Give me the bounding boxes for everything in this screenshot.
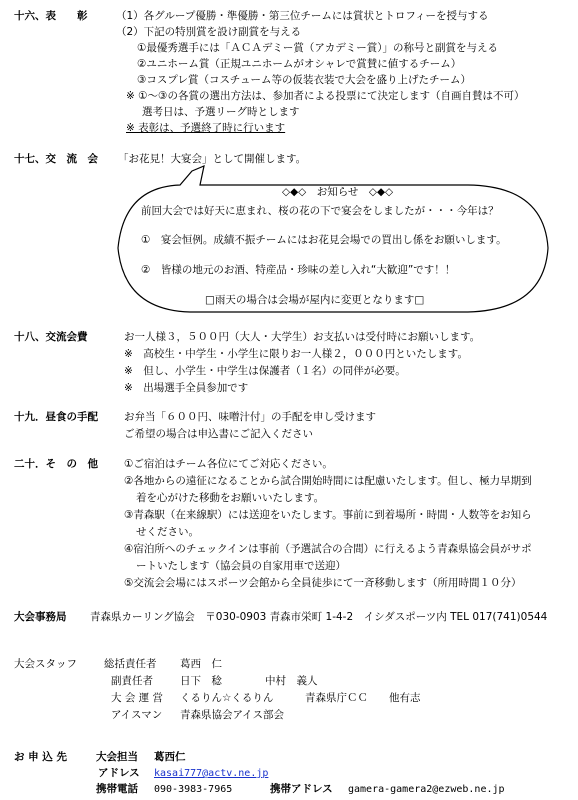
section-20-heading: 二十．そ の 他 (14, 458, 98, 470)
staff-role-2: 副責任者 (111, 675, 153, 687)
other-line-3: 着を心がけた移動をお願いいたします。 (136, 492, 325, 504)
fee-line-2: ※ 高校生・中学生・小学生に限りお一人様２，０００円といたします。 (124, 348, 468, 360)
apply-label: お 申 込 先 (14, 751, 67, 763)
other-line-4: ③青森駅（在来線駅）には送迎をいたします。事前に到着場所・時間・人数等をお知ら (124, 509, 532, 521)
apply-address-label: アドレス (98, 767, 140, 779)
award-line-4: ②ユニホーム賞（正規ユニホームがオシャレで賞賛に値するチーム） (137, 58, 462, 70)
other-line-1: ①ご宿泊はチーム各位にてご対応ください。 (124, 458, 333, 470)
notice-title: ◇◆◇ お知らせ ◇◆◇ (282, 186, 394, 198)
apply-phone-label: 携帯電話 (96, 783, 138, 795)
apply-mobile-address: gamera-gamera2@ezweb.ne.jp (348, 784, 505, 795)
other-line-8: ⑤交流会会場にはスポーツ会館から全員徒歩にて一斉移動します（所用時間１０分） (124, 577, 522, 589)
other-line-7: ートいたします（協会員の自家用車で送迎） (136, 560, 346, 572)
award-note-1: ※ ①〜③の各賞の選出方法は、参加者による投票にて決定します（自画自賛は不可） (126, 90, 525, 102)
staff-name-2: 日下 稔 (180, 675, 222, 687)
lunch-line-2: ご希望の場合は申込書にご記入ください (124, 428, 313, 440)
staff-name-3b: 青森県庁ＣＣ 他有志 (305, 692, 421, 704)
notice-rain: □雨天の場合は会場が屋内に変更となります□ (205, 294, 425, 306)
staff-role-4: アイスマン (111, 709, 163, 721)
award-line-3: ①最優秀選手には「ＡＣＡデミー賞（アカデミー賞）」の称号と副賞を与える (137, 42, 499, 54)
other-line-2: ②各地からの遠征になることから試合開始時間には配慮いたします。但し、極力早期到 (124, 475, 532, 487)
staff-name-4: 青森県協会アイス部会 (180, 709, 284, 721)
party-title: 「お花見！大宴会」として開催します。 (118, 153, 307, 165)
fee-line-4: ※ 出場選手全員参加です (124, 382, 249, 394)
other-line-6: ④宿泊所へのチェックインは事前（予選試合の合間）に行えるよう青森県協会員がサポ (124, 543, 532, 555)
award-line-5: ③コスプレ賞（コスチューム等の仮装衣装で大会を盛り上げたチーム） (137, 74, 471, 86)
staff-role-3: 大 会 運 営 (111, 692, 164, 704)
staff-label: 大会スタッフ (14, 658, 77, 670)
office-label: 大会事務局 (14, 611, 67, 623)
apply-mobile-label: 携帯アドレス (270, 783, 333, 795)
staff-name-3: くるりん☆くるりん (180, 692, 274, 704)
lunch-line-1: お弁当「６００円、味噌汁付」の手配を申し受けます (124, 411, 376, 423)
notice-intro: 前回大会では好天に恵まれ、桜の花の下で宴会をしましたが・・・今年は？ (141, 205, 499, 217)
notice-item-2: ② 皆様の地元のお酒、特産品・珍味の差し入れ“大歓迎”です！！ (141, 264, 456, 276)
apply-contact-label: 大会担当 (96, 751, 138, 763)
staff-name-2b: 中村 義人 (265, 675, 318, 687)
apply-contact-name: 葛西仁 (154, 751, 186, 763)
notice-item-1: ① 宴会恒例。成績不振チームにはお花見会場での買出し係をお願いします。 (141, 234, 507, 246)
section-17-heading: 十七、交 流 会 (14, 153, 98, 165)
other-line-5: せください。 (136, 526, 199, 538)
section-19-heading: 十九．昼食の手配 (14, 411, 98, 423)
award-line-2: （2）下記の特別賞を設け副賞を与える (116, 26, 302, 38)
section-16-heading: 十六、表 彰 (14, 10, 88, 22)
award-line-1: （1）各グループ優勝・準優勝・第三位チームには賞状とトロフィーを授与する (116, 10, 489, 22)
apply-phone: 090-3983-7965 (154, 784, 233, 795)
staff-role-1: 総括責任者 (104, 658, 157, 670)
fee-line-3: ※ 但し、小学生・中学生は保護者（１名）の同伴が必要。 (124, 365, 406, 377)
award-note-2: 選考日は、予選リーグ時とします (142, 106, 300, 118)
staff-name-1: 葛西 仁 (180, 658, 222, 670)
apply-email-link[interactable]: kasai777@actv.ne.jp (154, 768, 269, 779)
section-18-heading: 十八、交流会費 (14, 331, 88, 343)
award-note-3: ※ 表彰は、予選終了時に行います (126, 122, 286, 134)
office-address: 青森県カーリング協会 〒030-0903 青森市栄町 1-4-2 イシダスポーツ内 TEL 017(741)0544 (90, 611, 548, 623)
fee-line-1: お一人様３，５００円（大人・大学生）お支払いは受付時にお願いします。 (124, 331, 481, 343)
